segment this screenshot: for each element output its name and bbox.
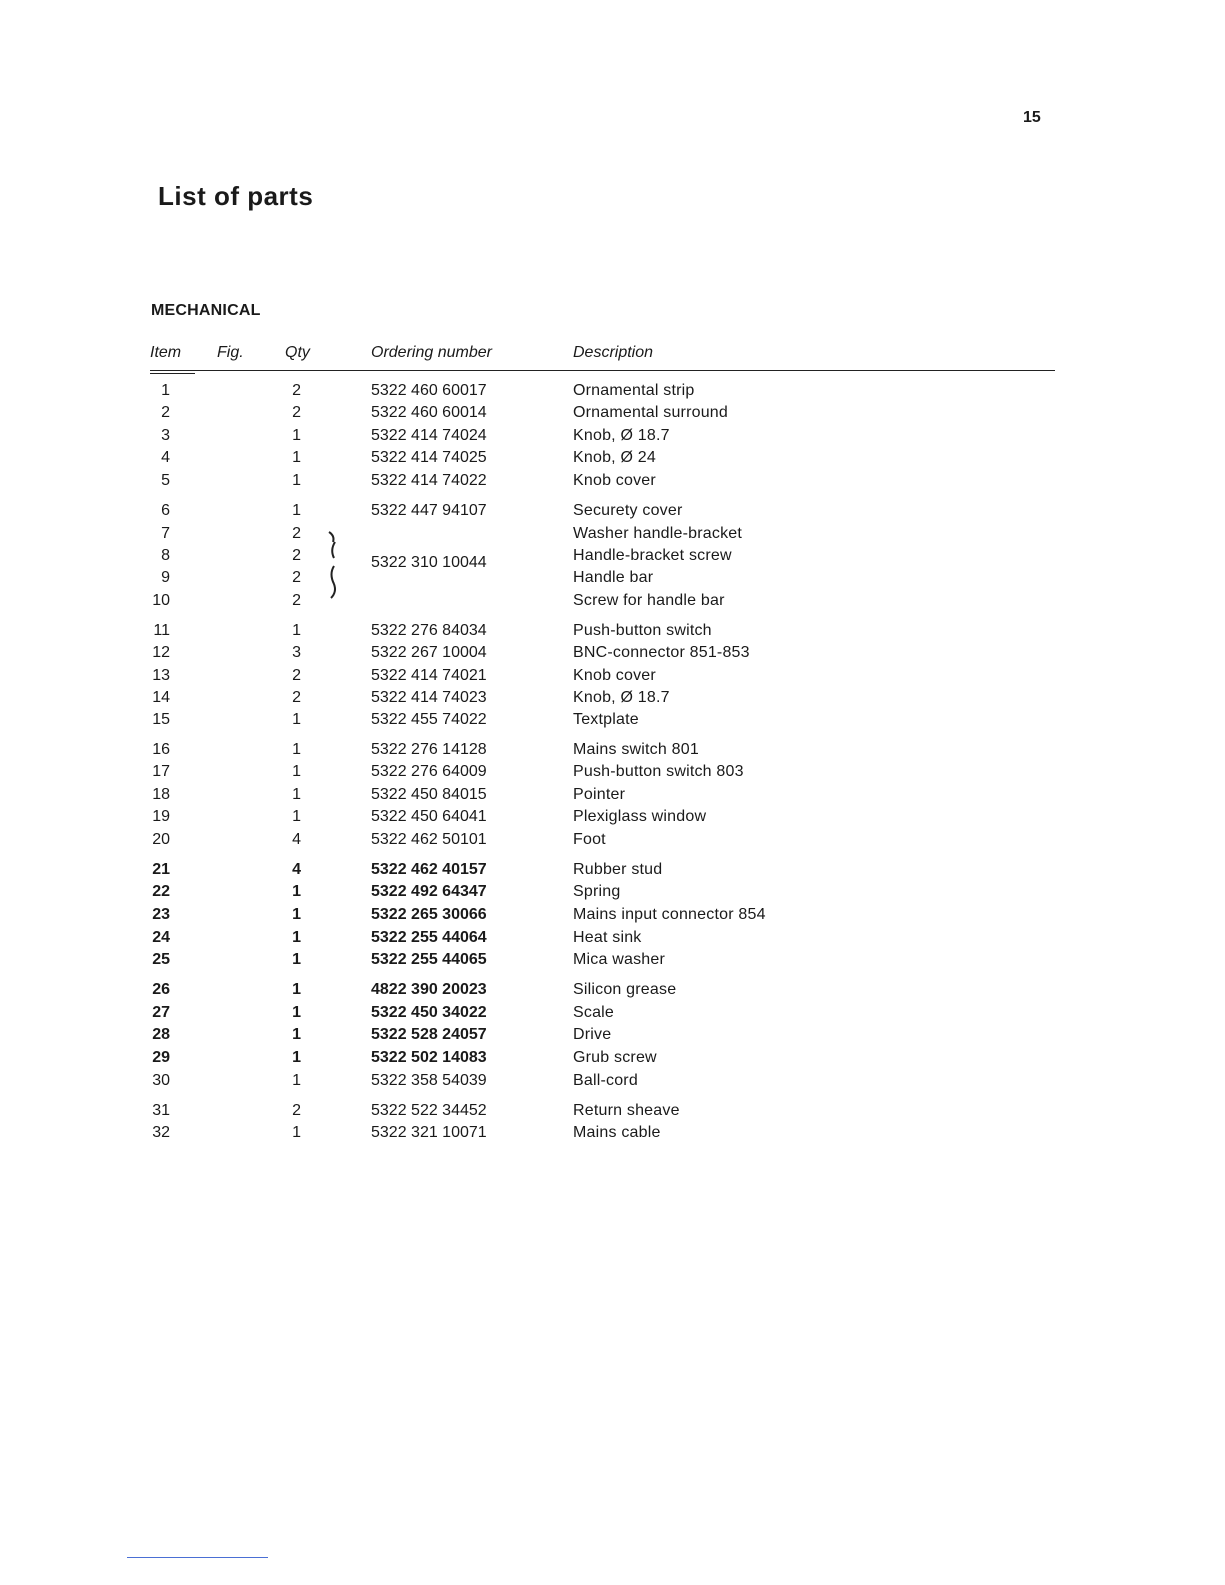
quantity: 2	[292, 547, 301, 564]
description: Plexiglass window	[573, 808, 707, 825]
item-number: 16	[152, 741, 170, 758]
table-row	[0, 449, 1225, 471]
item-number: 11	[153, 622, 170, 639]
description: Mains input connector 854	[573, 906, 766, 923]
description: Textplate	[573, 711, 639, 728]
footer-rule	[127, 1557, 268, 1558]
grouped-ordering-number: 5322 310 10044	[371, 554, 487, 571]
group-brace-icon	[323, 530, 347, 600]
table-row	[0, 502, 1225, 524]
ordering-number: 5322 276 64009	[371, 763, 487, 780]
quantity: 1	[292, 427, 301, 444]
quantity: 2	[292, 592, 301, 609]
quantity: 1	[292, 951, 301, 968]
description: Spring	[573, 883, 621, 900]
item-number: 4	[161, 449, 170, 466]
quantity: 2	[292, 689, 301, 706]
table-row	[0, 831, 1225, 853]
ordering-number: 5322 414 74024	[371, 427, 487, 444]
description: Rubber stud	[573, 861, 663, 878]
item-number: 8	[161, 547, 170, 564]
description: Return sheave	[573, 1102, 680, 1119]
item-number: 13	[152, 667, 170, 684]
ordering-number: 5322 522 34452	[371, 1102, 487, 1119]
item-number: 28	[152, 1026, 170, 1043]
table-row	[0, 1124, 1225, 1146]
quantity: 1	[292, 711, 301, 728]
ordering-number: 5322 255 44064	[371, 929, 487, 946]
description: Grub screw	[573, 1049, 657, 1066]
quantity: 1	[292, 883, 301, 900]
quantity: 2	[292, 569, 301, 586]
description: Ornamental strip	[573, 382, 695, 399]
table-row	[0, 1102, 1225, 1124]
item-number: 17	[152, 763, 170, 780]
description: Securety cover	[573, 502, 683, 519]
quantity: 4	[292, 861, 301, 878]
quantity: 1	[292, 808, 301, 825]
quantity: 1	[292, 786, 301, 803]
table-row	[0, 906, 1225, 928]
description: Pointer	[573, 786, 626, 803]
table-row	[0, 1072, 1225, 1094]
ordering-number: 5322 460 60014	[371, 404, 487, 421]
header-qty: Qty	[285, 344, 310, 361]
table-row	[0, 1004, 1225, 1026]
quantity: 1	[292, 981, 301, 998]
table-row	[0, 689, 1225, 711]
table-row	[0, 382, 1225, 404]
quantity: 1	[292, 1004, 301, 1021]
table-row	[0, 404, 1225, 426]
item-number: 3	[161, 427, 170, 444]
ordering-number: 5322 414 74023	[371, 689, 487, 706]
quantity: 1	[292, 906, 301, 923]
item-number: 30	[152, 1072, 170, 1089]
quantity: 1	[292, 1124, 301, 1141]
quantity: 2	[292, 382, 301, 399]
header-item: Item	[150, 344, 182, 361]
header-divider	[150, 370, 1055, 371]
ordering-number: 5322 447 94107	[371, 502, 487, 519]
quantity: 1	[292, 741, 301, 758]
quantity: 1	[292, 929, 301, 946]
description: Knob cover	[573, 667, 656, 684]
header-ordering-number: Ordering number	[371, 344, 492, 361]
quantity: 1	[292, 1026, 301, 1043]
ordering-number: 5322 502 14083	[371, 1049, 487, 1066]
item-number: 27	[152, 1004, 170, 1021]
page-title: List of parts	[158, 181, 314, 211]
table-row	[0, 472, 1225, 494]
table-row	[0, 427, 1225, 449]
quantity: 4	[292, 831, 301, 848]
table-row	[0, 951, 1225, 973]
quantity: 1	[292, 763, 301, 780]
description: Ball-cord	[573, 1072, 638, 1089]
ordering-number: 5322 460 60017	[371, 382, 487, 399]
quantity: 1	[292, 1049, 301, 1066]
ordering-number: 5322 276 14128	[371, 741, 487, 758]
ordering-number: 4822 390 20023	[371, 981, 487, 998]
description: Handle bar	[573, 569, 654, 586]
ordering-number: 5322 265 30066	[371, 906, 487, 923]
description: BNC-connector 851-853	[573, 644, 750, 661]
item-number: 29	[152, 1049, 170, 1066]
description: Knob cover	[573, 472, 656, 489]
description: Knob, Ø 18.7	[573, 689, 670, 706]
item-number: 23	[152, 906, 170, 923]
description: Screw for handle bar	[573, 592, 725, 609]
ordering-number: 5322 455 74022	[371, 711, 487, 728]
table-row	[0, 883, 1225, 905]
item-number: 12	[152, 644, 170, 661]
ordering-number: 5322 414 74022	[371, 472, 487, 489]
table-row	[0, 592, 1225, 614]
table-row	[0, 981, 1225, 1003]
item-number: 24	[152, 929, 170, 946]
table-row	[0, 711, 1225, 733]
quantity: 1	[292, 472, 301, 489]
ordering-number: 5322 450 84015	[371, 786, 487, 803]
description: Drive	[573, 1026, 612, 1043]
description: Knob, Ø 18.7	[573, 427, 670, 444]
ordering-number: 5322 414 74021	[371, 667, 487, 684]
quantity: 1	[292, 502, 301, 519]
item-number: 22	[152, 883, 170, 900]
description: Ornamental surround	[573, 404, 728, 421]
ordering-number: 5322 276 84034	[371, 622, 487, 639]
item-number: 7	[161, 525, 170, 542]
item-number: 14	[152, 689, 170, 706]
description: Heat sink	[573, 929, 642, 946]
ordering-number: 5322 450 34022	[371, 1004, 487, 1021]
quantity: 2	[292, 404, 301, 421]
ordering-number: 5322 414 74025	[371, 449, 487, 466]
header-description: Description	[573, 344, 654, 361]
description: Push-button switch 803	[573, 763, 744, 780]
ordering-number: 5322 462 50101	[371, 831, 487, 848]
quantity: 2	[292, 1102, 301, 1119]
description: Silicon grease	[573, 981, 677, 998]
ordering-number: 5322 267 10004	[371, 644, 487, 661]
description: Push-button switch	[573, 622, 712, 639]
ordering-number: 5322 528 24057	[371, 1026, 487, 1043]
quantity: 1	[292, 1072, 301, 1089]
table-row	[0, 1049, 1225, 1071]
ordering-number: 5322 358 54039	[371, 1072, 487, 1089]
table-row	[0, 667, 1225, 689]
quantity: 2	[292, 525, 301, 542]
table-row	[0, 622, 1225, 644]
item-number: 32	[152, 1124, 170, 1141]
item-number: 1	[161, 382, 170, 399]
quantity: 1	[292, 449, 301, 466]
description: Washer handle-bracket	[573, 525, 743, 542]
item-number: 18	[152, 786, 170, 803]
table-row	[0, 929, 1225, 951]
table-row	[0, 644, 1225, 666]
table-row	[0, 763, 1225, 785]
table-row	[0, 786, 1225, 808]
description: Mains switch 801	[573, 741, 699, 758]
item-number: 15	[152, 711, 170, 728]
item-number: 9	[161, 569, 170, 586]
item-number: 21	[152, 861, 170, 878]
quantity: 3	[292, 644, 301, 661]
item-number: 6	[161, 502, 170, 519]
item-number: 26	[152, 981, 170, 998]
header-fig: Fig.	[217, 344, 244, 361]
grouped-ordering-row	[0, 554, 1225, 576]
ordering-number: 5322 462 40157	[371, 861, 487, 878]
table-row	[0, 861, 1225, 883]
section-heading: MECHANICAL	[151, 302, 261, 319]
description: Mica washer	[573, 951, 666, 968]
description: Handle-bracket screw	[573, 547, 732, 564]
description: Scale	[573, 1004, 615, 1021]
ordering-number: 5322 450 64041	[371, 808, 487, 825]
ordering-number: 5322 492 64347	[371, 883, 487, 900]
description: Mains cable	[573, 1124, 661, 1141]
page-number: 15	[1023, 109, 1041, 126]
table-row	[0, 525, 1225, 547]
item-number: 31	[152, 1102, 170, 1119]
table-row	[0, 808, 1225, 830]
ordering-number: 5322 255 44065	[371, 951, 487, 968]
item-column-underline	[150, 373, 195, 374]
item-number: 10	[152, 592, 170, 609]
description: Foot	[573, 831, 606, 848]
item-number: 25	[152, 951, 170, 968]
table-row	[0, 1026, 1225, 1048]
quantity: 2	[292, 667, 301, 684]
ordering-number: 5322 321 10071	[371, 1124, 487, 1141]
table-row	[0, 741, 1225, 763]
item-number: 19	[152, 808, 170, 825]
item-number: 20	[152, 831, 170, 848]
item-number: 5	[161, 472, 170, 489]
item-number: 2	[161, 404, 170, 421]
quantity: 1	[292, 622, 301, 639]
description: Knob, Ø 24	[573, 449, 656, 466]
